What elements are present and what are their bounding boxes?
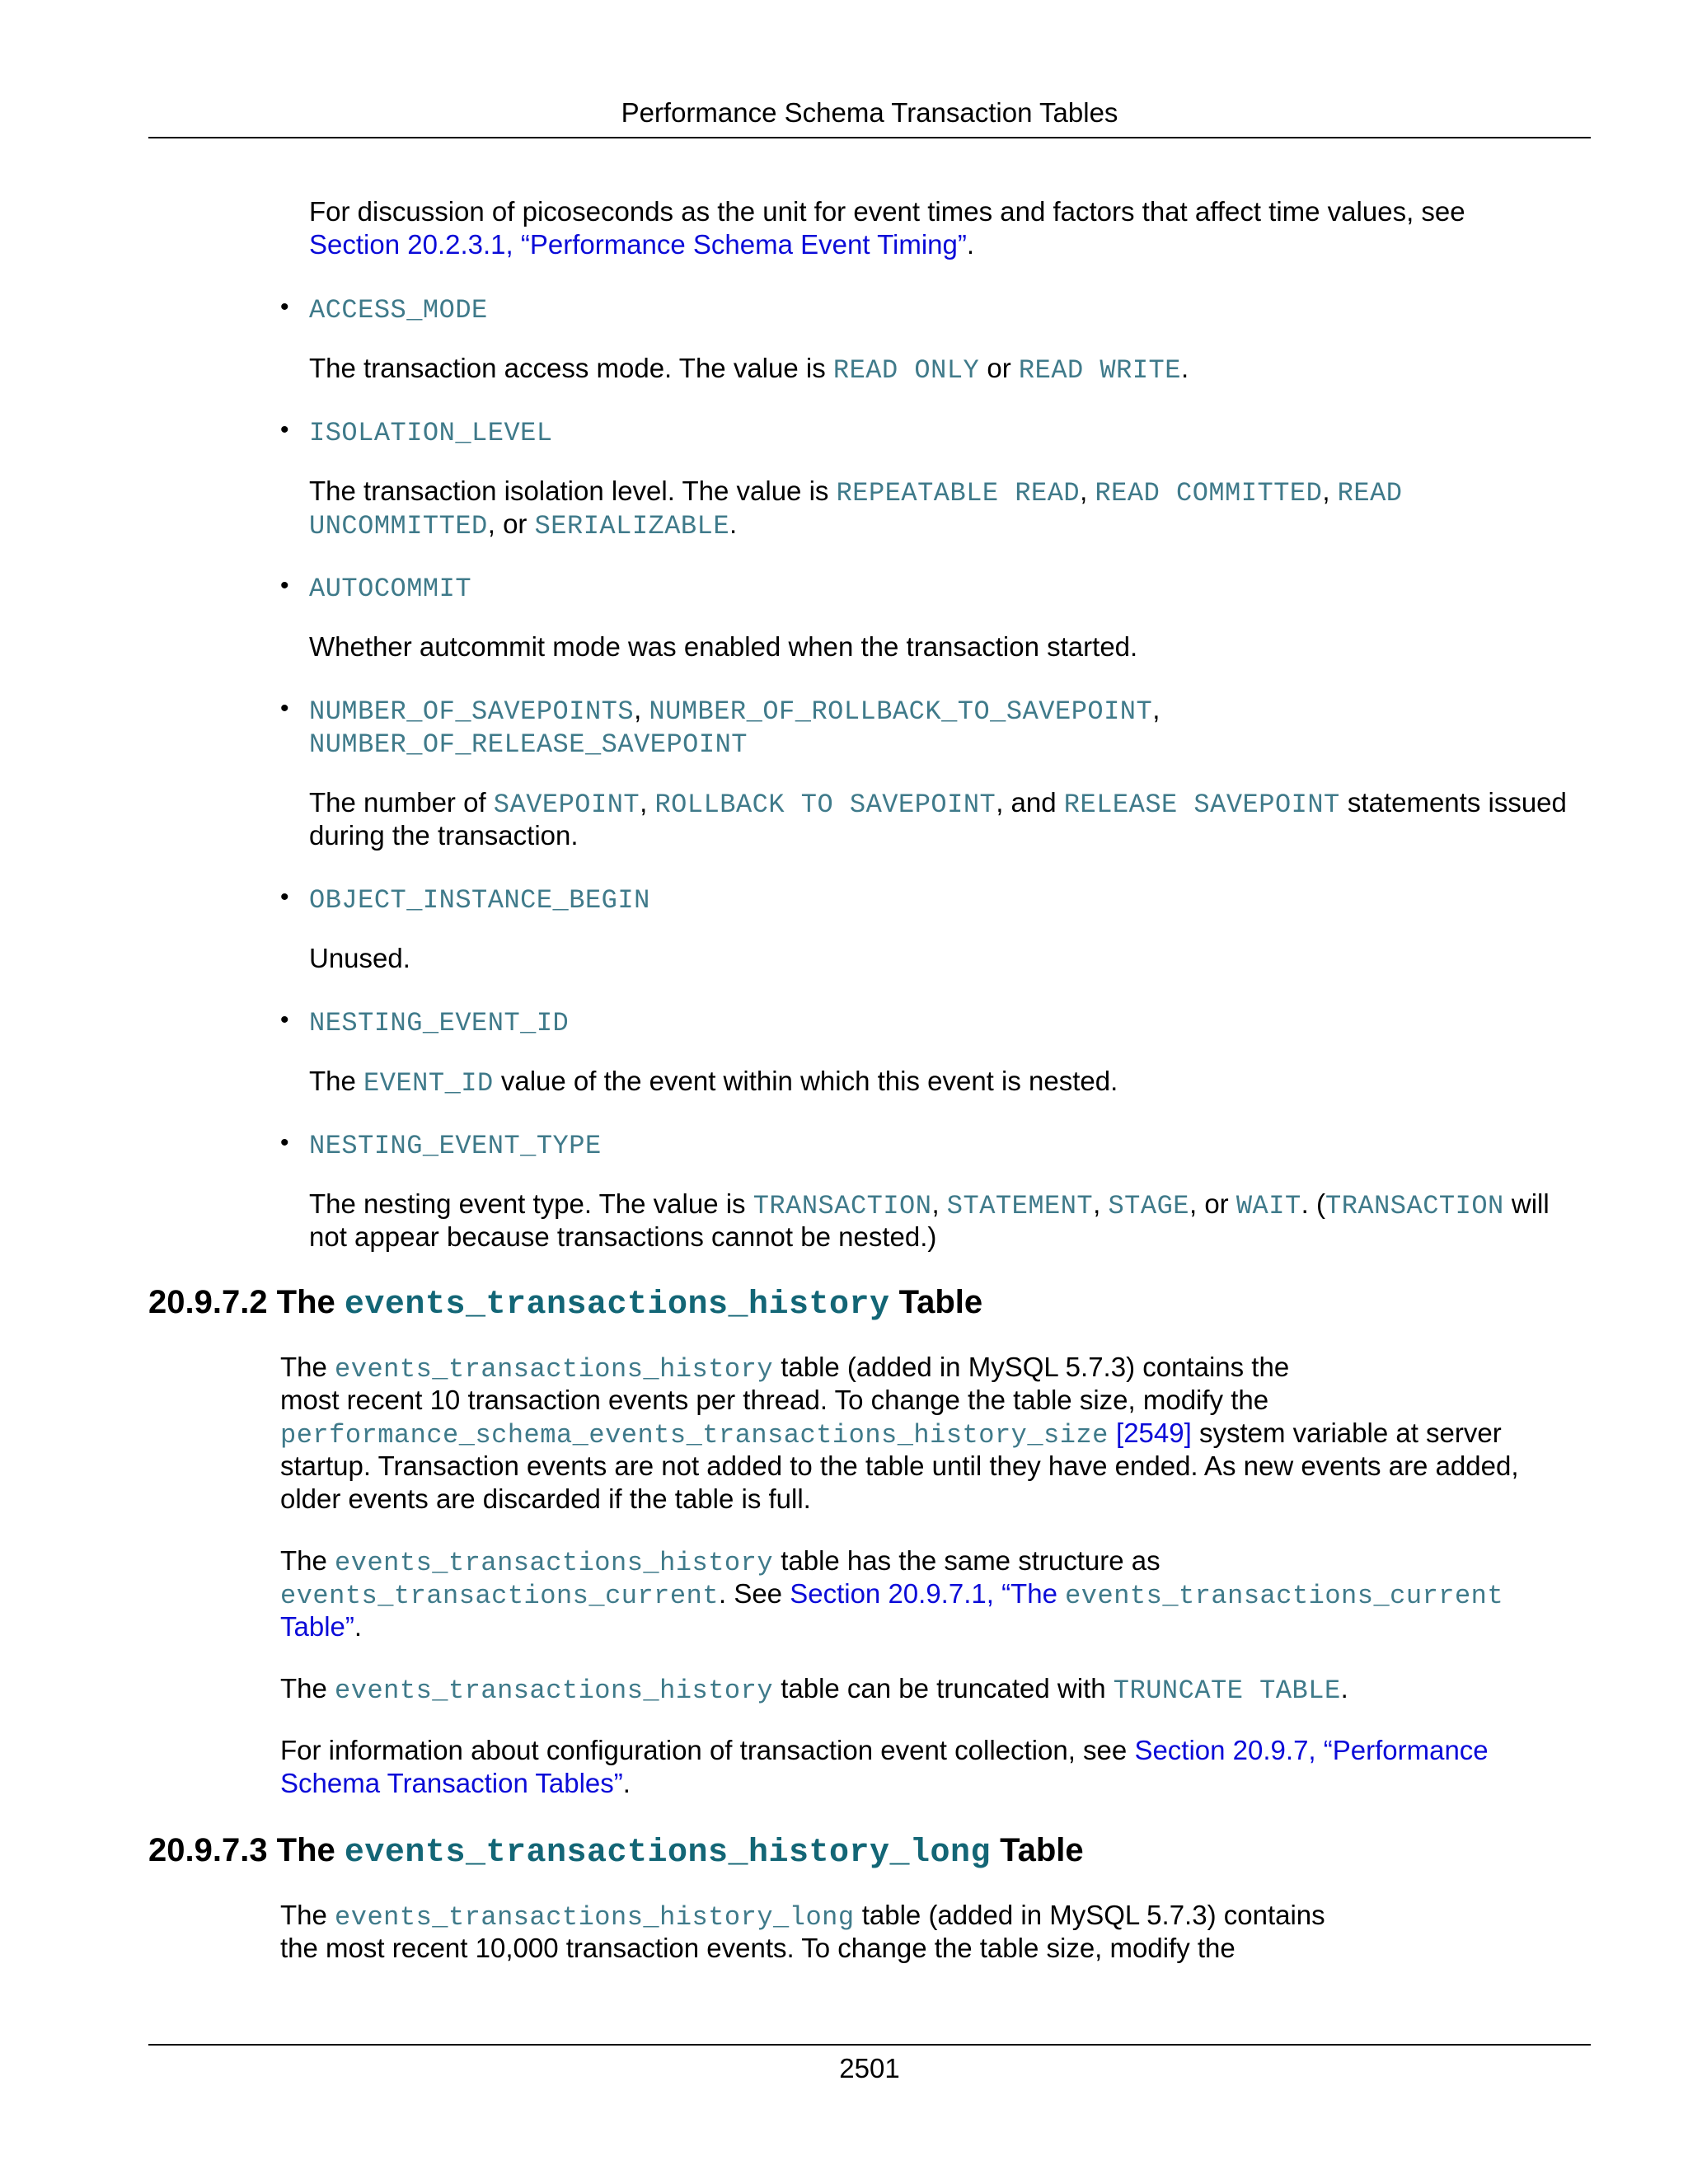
history-paragraph-3: The events_transactions_history table can be truncated with TRUNCATE TABLE.: [280, 1673, 1348, 1706]
nesting-event-id-description: The EVENT_ID value of the event within which this event is nested.: [309, 1066, 1118, 1099]
bullet-icon: •: [280, 695, 289, 722]
savepoints-description: The number of SAVEPOINT, ROLLBACK TO SAVEPOINT, and RELEASE SAVEPOINT statements issued: [309, 787, 1567, 820]
history-paragraph-2: The events_transactions_history table has the same structure as: [280, 1545, 1160, 1578]
footer-rule: [148, 2044, 1591, 2046]
bullet-icon: •: [280, 1006, 289, 1033]
history-paragraph-1: The events_transactions_history table (added in MySQL 5.7.3) contains the: [280, 1352, 1290, 1385]
nesting-event-type-description-2: not appear because transactions cannot be nested.): [309, 1221, 937, 1252]
bullet-icon: •: [280, 293, 289, 321]
history-long-paragraph-1-line-2: the most recent 10,000 transaction events. To change the table size, modify the: [280, 1933, 1236, 1963]
autocommit-label: AUTOCOMMIT: [309, 574, 472, 604]
history-size-ref-link[interactable]: [2549]: [1108, 1418, 1192, 1448]
savepoints-description-2: during the transaction.: [309, 820, 579, 851]
object-instance-begin-label: OBJECT_INSTANCE_BEGIN: [309, 885, 650, 916]
nesting-event-id-label: NESTING_EVENT_ID: [309, 1008, 570, 1038]
history-paragraph-1-line-2: most recent 10 transaction events per thread. To change the table size, modify the: [280, 1385, 1269, 1415]
intro-text-2: .: [966, 229, 975, 260]
transactions-current-link[interactable]: Section 20.9.7.1, “The events_transactions_current: [790, 1578, 1504, 1611]
intro-text: [309, 195, 1465, 228]
history-paragraph-2-line-2: events_transactions_current. See Section 20.9.7.1, “The events_transactions_current: [280, 1578, 1504, 1611]
bullet-icon: •: [280, 416, 289, 443]
page-number: 2501: [839, 2053, 900, 2083]
intro-text-1: For discussion of picoseconds as the unit for event times and factors that affect time values, see: [309, 196, 1465, 227]
page-header: Performance Schema Transaction Tables: [621, 97, 1118, 128]
savepoints-label: NUMBER_OF_SAVEPOINTS, NUMBER_OF_ROLLBACK_TO_SAVEPOINT,: [309, 694, 1160, 727]
autocommit-description: Whether autcommit mode was enabled when the transaction started.: [309, 631, 1138, 662]
history-paragraph-2-line-3: Table”.: [280, 1611, 363, 1642]
section-heading-history: 20.9.7.2 The events_transactions_history Table: [148, 1284, 983, 1324]
isolation-level-description-2: UNCOMMITTED, or SERIALIZABLE.: [309, 509, 738, 541]
history-paragraph-1-line-5: older events are discarded if the table is full.: [280, 1483, 811, 1514]
bullet-icon: •: [280, 883, 289, 911]
object-instance-begin-description: Unused.: [309, 943, 410, 973]
transactions-current-link-cont[interactable]: Table”: [280, 1611, 354, 1642]
transaction-tables-link[interactable]: Section 20.9.7, “Performance: [1134, 1735, 1489, 1765]
nesting-event-type-label: NESTING_EVENT_TYPE: [309, 1131, 602, 1161]
section-heading-history-long: 20.9.7.3 The events_transactions_history_long Table: [148, 1832, 1084, 1872]
access-mode-label: ACCESS_MODE: [309, 295, 488, 326]
intro-link-line: [309, 228, 974, 261]
access-mode-description: The transaction access mode. The value is READ ONLY or READ WRITE.: [309, 353, 1189, 386]
savepoints-label-2: NUMBER_OF_RELEASE_SAVEPOINT: [309, 729, 748, 760]
history-paragraph-1-line-4: startup. Transaction events are not added to the table until they have ended. As new events are added,: [280, 1451, 1519, 1481]
isolation-level-label: ISOLATION_LEVEL: [309, 418, 553, 448]
history-paragraph-4-line-2: Schema Transaction Tables”.: [280, 1768, 631, 1798]
nesting-event-type-description: The nesting event type. The value is TRANSACTION, STATEMENT, STAGE, or WAIT. (TRANSACTION will: [309, 1188, 1550, 1221]
bullet-icon: •: [280, 572, 289, 599]
event-timing-link[interactable]: Section 20.2.3.1, “Performance Schema Event Timing”: [309, 229, 967, 260]
bullet-icon: •: [280, 1129, 289, 1156]
history-long-paragraph-1: The events_transactions_history_long table (added in MySQL 5.7.3) contains: [280, 1900, 1325, 1933]
isolation-level-description: The transaction isolation level. The value is REPEATABLE READ, READ COMMITTED, READ: [309, 476, 1403, 509]
history-paragraph-4: For information about configuration of transaction event collection, see Section 20.9.7, “Performance: [280, 1735, 1489, 1765]
history-paragraph-1-line-3: performance_schema_events_transactions_history_size [2549] system variable at server: [280, 1418, 1502, 1451]
transaction-tables-link-cont[interactable]: Schema Transaction Tables”: [280, 1768, 623, 1798]
